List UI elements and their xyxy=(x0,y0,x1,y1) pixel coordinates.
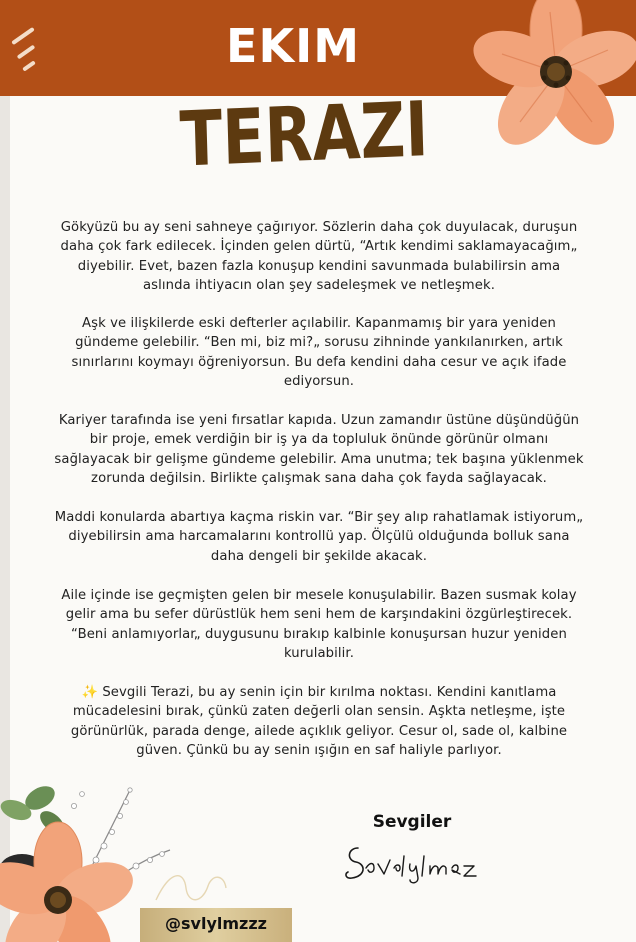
social-handle-badge xyxy=(140,908,292,942)
text-line: ediyorsun. xyxy=(283,374,355,390)
text-line: daha çok fark edilecek. İçinden gelen dürtü, “Artık kendimi saklamayacağım„ xyxy=(60,239,578,255)
text-line: Maddi konularda abartıya kaçma riskin var. “Bir şey alıp rahatlamak istiyorum„ xyxy=(54,510,584,525)
text-line: Gökyüzü bu ay seni sahneye çağırıyor. Sözlerin daha çok duyulacak, duruşun xyxy=(60,220,578,235)
text-line: gelir ama bu sefer dürüstlük hem seni hem de karşındakini özgürleştirecek. xyxy=(65,607,573,623)
text-line: Sevgili Terazi, bu ay senin için bir kırılma noktası. Kendini kanıtlama xyxy=(98,685,557,700)
text-line: bir proje, emek verdiğin bir iş ya da topluluk önünde görünür olmanı xyxy=(89,432,549,448)
text-line: kurulabilir. xyxy=(283,646,355,662)
text-line: diyebilir. Evet, bazen fazla konuşup kendini savunmada bulabilirsin ama xyxy=(77,258,561,274)
text-line: Aile içinde ise geçmişten gelen bir mesele konuşulabilir. Bazen susmak kolay xyxy=(61,588,577,603)
text-line: diyebilirsin ama harcamalarını kontrollü yap. Ölçülü olduğunda bolluk sana xyxy=(68,529,570,545)
sparkles-icon: ✨ xyxy=(81,685,99,700)
text-line: sınırlarını koymayı öğreniyorsun. Bu defa kendini daha cesur ve açık ifade xyxy=(71,354,567,370)
text-line: daha dengeli bir şekilde akacak. xyxy=(210,548,428,564)
paragraph-intro xyxy=(46,218,592,296)
decorative-swirl xyxy=(150,866,260,910)
text-line: güven. Çünkü bu ay senin ışığın en saf haliyle parlıyor. xyxy=(136,743,502,759)
month-title: EKIM xyxy=(226,19,360,73)
closing-text: Sevgiler xyxy=(372,812,452,832)
text-line: zorunda değilsin. Birlikte çalışmak sana daha çok fayda sağlayacak. xyxy=(91,471,547,487)
paragraph-family xyxy=(46,586,592,664)
social-handle: @svlylmzzz xyxy=(165,914,267,933)
orange-flower-icon xyxy=(456,0,636,160)
paragraph-money xyxy=(46,508,592,566)
text-line: Aşk ve ilişkilerde eski defterler açılabilir. Kapanmamış bir yara yeniden xyxy=(82,316,556,331)
text-line: görünürlük, parada denge, ailede açıklık geliyor. Cesur ol, sade ol, kalbine xyxy=(70,723,568,739)
text-line: aslında ihtiyacın olan şey sadeleşmek ve netleşmek. xyxy=(143,278,495,294)
text-line: mücadelesini bırak, çünkü zaten değerli olan sensin. Aşkta netleşme, işte xyxy=(72,704,566,720)
paragraph-career xyxy=(46,411,592,489)
paragraph-love xyxy=(46,314,592,392)
handwritten-signature xyxy=(340,838,490,886)
sign-title: TERAZI xyxy=(178,84,430,184)
text-line: sağlayacak bir gelişme gündeme gelebilir. Ama unutma; tek başına yüklenmek xyxy=(54,451,584,467)
text-line: gündeme gelebilir. “Ben mi, biz mi?„ sorusu zihninde yankılanırken, artık xyxy=(75,335,563,351)
text-line: “Beni anlamıyorlar„ duygusunu bırakıp kalbinle konuşursan huzur yeniden xyxy=(71,626,567,642)
paragraph-summary xyxy=(46,683,592,761)
text-line: Kariyer tarafında ise yeni fırsatlar kapıda. Uzun zamandır üstüne düşündüğün xyxy=(58,413,580,428)
